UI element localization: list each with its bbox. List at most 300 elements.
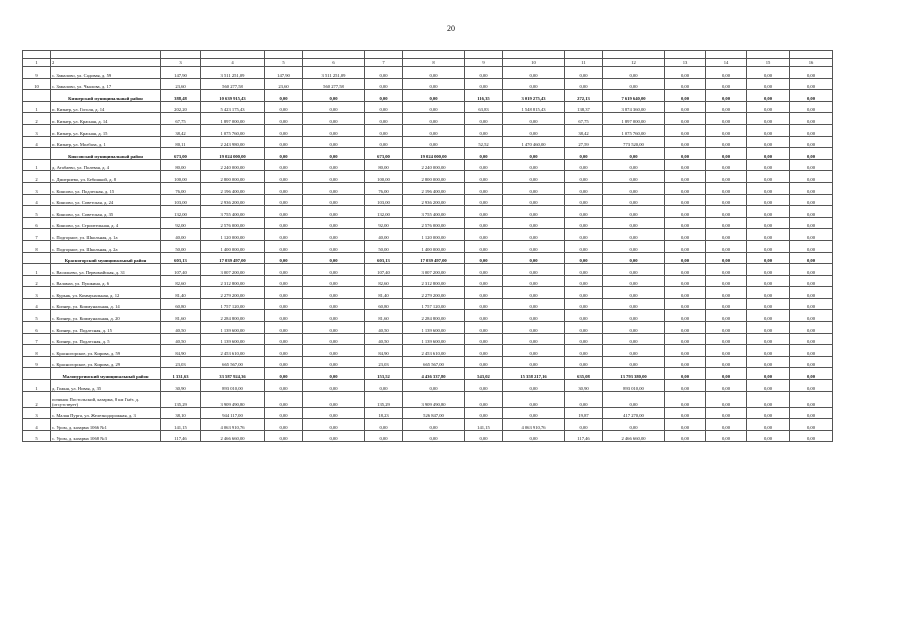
table-cell: 2 312 800,00: [403, 275, 465, 287]
address-cell: с. Киясово, ул. Строительная, д. 4: [51, 217, 161, 229]
table-cell: 0,00: [465, 217, 503, 229]
table-cell: 0,00: [706, 298, 747, 310]
table-cell: 0,00: [303, 419, 365, 431]
table-cell: 0,00: [603, 67, 665, 79]
table-cell: 107,40: [161, 264, 201, 276]
table-cell: 60,80: [365, 298, 403, 310]
table-cell: 0,00: [303, 124, 365, 136]
table-cell: 0,00: [303, 252, 365, 264]
table-cell: 0,00: [265, 419, 303, 431]
table-cell: 1 757 120,00: [403, 298, 465, 310]
table-cell: 107,40: [365, 264, 403, 276]
table-cell: 0,00: [503, 407, 565, 419]
table-cell: 5: [23, 310, 51, 322]
table-cell: 0,00: [303, 240, 365, 252]
table-cell: 0,00: [265, 368, 303, 380]
table-cell: 0,00: [665, 182, 706, 194]
table-cell: 3 909 490,80: [201, 391, 265, 407]
table-cell: 38,42: [161, 124, 201, 136]
table-cell: 67,75: [161, 113, 201, 125]
address-cell: с. Кизнер, ул. Подлесная, д. 5: [51, 333, 161, 345]
table-cell: 665 567,00: [201, 356, 265, 368]
table-cell: 3 007 200,00: [403, 264, 465, 276]
table-cell: 0,00: [465, 194, 503, 206]
table-cell: 0,00: [465, 333, 503, 345]
address-cell: п. Кизнер, ул. Красная, д. 14: [51, 113, 161, 125]
table-cell: 2 196 400,00: [201, 182, 265, 194]
table-cell: 0,00: [706, 310, 747, 322]
address-cell: 2: [51, 59, 161, 67]
address-cell: с. Уром, д. казарма 1066 №1: [51, 419, 161, 431]
table-cell: 1 139 600,00: [403, 333, 465, 345]
table-cell: 0,00: [706, 407, 747, 419]
table-cell: 3: [23, 182, 51, 194]
table-cell: 0,00: [747, 67, 790, 79]
table-cell: 0,00: [747, 310, 790, 322]
table-cell: 0,00: [403, 380, 465, 392]
table-cell: 0,00: [706, 356, 747, 368]
table-cell: 0,00: [790, 182, 833, 194]
header-row: [23, 51, 833, 59]
table-cell: 0,00: [503, 322, 565, 334]
table-cell: 0,00: [365, 380, 403, 392]
table-cell: 103,00: [161, 194, 201, 206]
table-cell: 15: [747, 59, 790, 67]
table-cell: 135,29: [161, 391, 201, 407]
address-cell: с. Красногорское, ул. Кирова, д. 29: [51, 356, 161, 368]
district-total-row: [23, 368, 833, 380]
table-cell: 1 548 815,43: [503, 101, 565, 113]
table-cell: 0,00: [790, 113, 833, 125]
table-cell: 2 453 610,00: [201, 345, 265, 357]
table-row: [23, 113, 833, 125]
table-cell: 40,50: [365, 322, 403, 334]
table-cell: 7: [365, 59, 403, 67]
table-cell: 0,00: [303, 275, 365, 287]
table-cell: 0,00: [790, 217, 833, 229]
table-cell: 773 520,00: [603, 136, 665, 148]
table-cell: 52,52: [465, 136, 503, 148]
table-cell: 0,00: [665, 136, 706, 148]
table-cell: 0,00: [747, 356, 790, 368]
table-cell: 2 243 980,00: [201, 136, 265, 148]
table-cell: 147,90: [265, 67, 303, 79]
table-cell: 0,00: [465, 345, 503, 357]
table-row: [23, 206, 833, 218]
table-cell: [403, 51, 465, 59]
table-cell: 4: [201, 59, 265, 67]
table-cell: 0,00: [565, 310, 603, 322]
table-cell: 0,00: [665, 194, 706, 206]
address-cell: с. Киясово, ул. Советская, д. 24: [51, 194, 161, 206]
table-cell: 2 453 610,00: [403, 345, 465, 357]
table-cell: 92,00: [365, 217, 403, 229]
table-cell: 76,00: [365, 182, 403, 194]
table-cell: 0,00: [503, 182, 565, 194]
table-cell: 0,00: [790, 391, 833, 407]
table-cell: 0,00: [747, 148, 790, 160]
table-cell: 0,00: [265, 136, 303, 148]
table-cell: 0,00: [706, 430, 747, 442]
table-cell: 0,00: [790, 171, 833, 183]
table-cell: 0,00: [603, 148, 665, 160]
table-cell: 665 567,00: [403, 356, 465, 368]
table-cell: 1 120 000,00: [403, 229, 465, 241]
address-cell: с. Кизнер, ул. Коммунальная, д. 14: [51, 298, 161, 310]
table-cell: 135,29: [365, 391, 403, 407]
table-cell: 0,00: [265, 430, 303, 442]
table-cell: 80,00: [365, 159, 403, 171]
table-cell: 0,00: [503, 229, 565, 241]
table-cell: 603,13: [161, 252, 201, 264]
table-cell: 2 279 200,00: [403, 287, 465, 299]
table-cell: 0,00: [790, 67, 833, 79]
table-row: [23, 136, 833, 148]
address-cell: с. Кизнер, ул. Подлесная, д. 15: [51, 322, 161, 334]
table-cell: 0,00: [403, 124, 465, 136]
table-cell: 2 240 000,00: [403, 159, 465, 171]
table-cell: 0,00: [706, 148, 747, 160]
table-cell: 5: [23, 206, 51, 218]
table-cell: 0,00: [503, 252, 565, 264]
table-row: [23, 345, 833, 357]
table-cell: 0,00: [465, 391, 503, 407]
address-cell: п. Кизнер, ул. Гоголя, д. 14: [51, 101, 161, 113]
table-cell: 0,00: [706, 240, 747, 252]
table-cell: 0,00: [565, 252, 603, 264]
table-cell: 10 639 915,43: [201, 90, 265, 102]
table-cell: 0,00: [265, 124, 303, 136]
table-cell: [23, 368, 51, 380]
table-cell: 0,00: [790, 345, 833, 357]
table-cell: 0,00: [503, 391, 565, 407]
table-cell: 19,87: [565, 407, 603, 419]
table-cell: 0,00: [565, 159, 603, 171]
table-cell: 0,00: [265, 298, 303, 310]
table-row: [23, 124, 833, 136]
table-cell: 2 240 000,00: [201, 159, 265, 171]
table-row: [23, 182, 833, 194]
table-cell: 0,00: [503, 264, 565, 276]
table-cell: 3: [23, 287, 51, 299]
table-cell: 0,00: [665, 206, 706, 218]
table-cell: 0,00: [706, 345, 747, 357]
table-cell: 4: [23, 136, 51, 148]
table-row: [23, 240, 833, 252]
table-cell: 0,00: [565, 67, 603, 79]
table-cell: 0,00: [747, 252, 790, 264]
table-cell: 0,00: [665, 407, 706, 419]
table-row: [23, 298, 833, 310]
table-cell: 0,00: [565, 171, 603, 183]
table-cell: 944 117,00: [201, 407, 265, 419]
table-cell: 0,00: [465, 264, 503, 276]
table-cell: 202,20: [161, 101, 201, 113]
table-cell: 0,00: [665, 124, 706, 136]
table-cell: 272,13: [565, 90, 603, 102]
table-cell: 6: [23, 322, 51, 334]
address-cell: с. Кизнер, ул. Коммунальная, д. 20: [51, 310, 161, 322]
table-cell: 0,00: [790, 298, 833, 310]
table-row: [23, 194, 833, 206]
table-cell: 2: [23, 171, 51, 183]
table-cell: 7: [23, 333, 51, 345]
table-cell: 0,00: [706, 194, 747, 206]
table-cell: 2 936 200,00: [403, 194, 465, 206]
table-cell: 1 897 000,00: [603, 113, 665, 125]
table-cell: 0,00: [747, 287, 790, 299]
address-cell: Киясовский муниципальный район: [51, 148, 161, 160]
table-cell: 0,00: [565, 333, 603, 345]
table-cell: 0,00: [747, 368, 790, 380]
table-cell: 40,50: [161, 322, 201, 334]
table-cell: 40,50: [161, 333, 201, 345]
table-cell: 27,59: [565, 136, 603, 148]
table-cell: 15 358 217,16: [503, 368, 565, 380]
table-cell: 2 800 000,00: [201, 171, 265, 183]
table-cell: [565, 51, 603, 59]
table-cell: 0,00: [747, 419, 790, 431]
table-cell: 0,00: [503, 310, 565, 322]
table-cell: 117,46: [161, 430, 201, 442]
table-cell: 18,23: [365, 407, 403, 419]
table-cell: 0,00: [747, 322, 790, 334]
table-cell: 0,00: [706, 182, 747, 194]
table-cell: 4: [23, 419, 51, 431]
table-cell: 0,00: [265, 148, 303, 160]
table-cell: 1 897 000,00: [201, 113, 265, 125]
table-cell: 81,60: [161, 310, 201, 322]
table-cell: 3 511 251,09: [303, 67, 365, 79]
table-cell: 0,00: [790, 310, 833, 322]
table-cell: 82,60: [161, 275, 201, 287]
table-cell: 0,00: [706, 90, 747, 102]
table-cell: [201, 51, 265, 59]
table-cell: 2: [23, 275, 51, 287]
table-cell: 0,00: [665, 264, 706, 276]
table-cell: [747, 51, 790, 59]
table-cell: 0,00: [665, 275, 706, 287]
table-cell: 0,00: [665, 252, 706, 264]
table-cell: 0,00: [603, 275, 665, 287]
table-cell: 0,00: [665, 78, 706, 90]
table-cell: 0,00: [603, 333, 665, 345]
table-row: [23, 78, 833, 90]
table-cell: 153,52: [365, 368, 403, 380]
table-cell: 5: [23, 430, 51, 442]
table-cell: 0,00: [790, 275, 833, 287]
address-cell: с. Васильево, ул. Первомайская, д. 31: [51, 264, 161, 276]
table-cell: 0,00: [503, 124, 565, 136]
table-cell: 0,00: [265, 113, 303, 125]
table-cell: 0,00: [303, 391, 365, 407]
table-cell: 0,00: [503, 356, 565, 368]
table-cell: 3 007 200,00: [201, 264, 265, 276]
table-cell: 14: [706, 59, 747, 67]
table-cell: 0,00: [303, 345, 365, 357]
address-cell: с. Курьяк, ул. Коммунальная, д. 12: [51, 287, 161, 299]
table-cell: 1 757 120,00: [201, 298, 265, 310]
district-total-row: [23, 252, 833, 264]
table-cell: 0,00: [747, 240, 790, 252]
table-cell: 0,00: [706, 252, 747, 264]
table-cell: 0,00: [747, 113, 790, 125]
table-cell: 0,00: [465, 159, 503, 171]
table-cell: 0,00: [303, 287, 365, 299]
table-cell: 0,00: [603, 264, 665, 276]
table-cell: 1 400 000,00: [201, 240, 265, 252]
table-cell: 63,83: [465, 101, 503, 113]
table-cell: 1: [23, 59, 51, 67]
address-cell: д. Гожня, ул. Новая, д. 35: [51, 380, 161, 392]
table-cell: 0,00: [706, 67, 747, 79]
table-cell: 92,00: [161, 217, 201, 229]
table-row: [23, 217, 833, 229]
table-cell: 0,00: [790, 206, 833, 218]
table-cell: 3 511 251,09: [201, 67, 265, 79]
table-cell: 0,00: [665, 171, 706, 183]
table-cell: 1 139 600,00: [201, 333, 265, 345]
table-cell: 0,00: [665, 229, 706, 241]
table-cell: 0,00: [465, 298, 503, 310]
table-cell: 0,00: [665, 333, 706, 345]
table-cell: 603,13: [365, 252, 403, 264]
table-cell: 0,00: [265, 356, 303, 368]
table-cell: 0,00: [665, 217, 706, 229]
table-cell: 132,00: [161, 206, 201, 218]
table-cell: 40,00: [161, 229, 201, 241]
table-cell: 132,00: [365, 206, 403, 218]
table-cell: 0,00: [790, 419, 833, 431]
table-cell: 0,00: [665, 368, 706, 380]
table-cell: 0,00: [265, 182, 303, 194]
table-cell: 388,48: [161, 90, 201, 102]
table-cell: 50,00: [365, 240, 403, 252]
table-row: [23, 264, 833, 276]
table-cell: 1: [23, 159, 51, 171]
table-body: [23, 51, 833, 442]
table-cell: 6: [303, 59, 365, 67]
table-cell: 80,00: [161, 159, 201, 171]
table-cell: 38,10: [161, 407, 201, 419]
table-cell: 0,00: [603, 322, 665, 334]
table-cell: 0,00: [747, 345, 790, 357]
table-cell: 0,00: [365, 67, 403, 79]
address-cell: п. Кизнер, ул. Молбаза, д. 1: [51, 136, 161, 148]
table-row: [23, 322, 833, 334]
table-cell: 0,00: [565, 78, 603, 90]
table-cell: 673,00: [161, 148, 201, 160]
table-row: [23, 159, 833, 171]
table-cell: 0,00: [303, 380, 365, 392]
table-cell: 1 470 460,00: [503, 136, 565, 148]
table-cell: 0,00: [465, 113, 503, 125]
table-cell: 0,00: [706, 229, 747, 241]
table-cell: 0,00: [747, 407, 790, 419]
table-cell: 0,00: [747, 90, 790, 102]
table-cell: 0,00: [790, 252, 833, 264]
table-cell: 0,00: [603, 298, 665, 310]
table-cell: 0,00: [303, 136, 365, 148]
table-cell: 0,00: [603, 287, 665, 299]
table-cell: 893 010,00: [603, 380, 665, 392]
table-cell: [23, 51, 51, 59]
column-number-row: [23, 59, 833, 67]
table-cell: 13: [665, 59, 706, 67]
table-cell: [503, 51, 565, 59]
table-cell: 0,00: [665, 287, 706, 299]
table-cell: 138,37: [565, 101, 603, 113]
table-cell: 635,08: [565, 368, 603, 380]
table-cell: 0,00: [665, 345, 706, 357]
table-cell: 0,00: [303, 368, 365, 380]
data-table: [22, 50, 833, 442]
table-cell: 84,90: [365, 345, 403, 357]
table-cell: 0,00: [603, 310, 665, 322]
table-cell: 8: [403, 59, 465, 67]
table-cell: 0,00: [565, 206, 603, 218]
table-cell: 116,35: [465, 90, 503, 102]
table-cell: 3: [23, 124, 51, 136]
table-cell: 0,00: [665, 90, 706, 102]
address-cell: Красногорский муниципальный район: [51, 252, 161, 264]
address-cell: [51, 51, 161, 59]
table-cell: 0,00: [790, 368, 833, 380]
table-cell: 0,00: [665, 113, 706, 125]
table-cell: 0,00: [503, 206, 565, 218]
table-cell: 0,00: [706, 101, 747, 113]
table-cell: 0,00: [465, 310, 503, 322]
table-cell: 0,00: [403, 113, 465, 125]
address-cell: с. Дмитриево, ул. Бебишкой, д. 8: [51, 171, 161, 183]
table-cell: 10: [503, 59, 565, 67]
table-cell: 0,00: [503, 287, 565, 299]
table-cell: 0,00: [265, 275, 303, 287]
table-cell: 0,00: [706, 391, 747, 407]
table-cell: 2 576 000,00: [403, 217, 465, 229]
address-cell: с. Уром, д. казарма 1068 №3: [51, 430, 161, 442]
table-cell: 0,00: [565, 229, 603, 241]
table-cell: 0,00: [747, 298, 790, 310]
table-cell: 1: [23, 380, 51, 392]
table-cell: 6: [23, 217, 51, 229]
table-cell: 0,00: [365, 124, 403, 136]
table-cell: 0,00: [706, 333, 747, 345]
table-cell: 0,00: [503, 333, 565, 345]
table-cell: 0,00: [790, 333, 833, 345]
table-cell: 0,00: [790, 287, 833, 299]
table-cell: 8: [23, 240, 51, 252]
table-cell: 0,00: [265, 264, 303, 276]
table-cell: 30,90: [161, 380, 201, 392]
table-cell: 2 936 200,00: [201, 194, 265, 206]
table-cell: 16: [790, 59, 833, 67]
table-cell: 4: [23, 298, 51, 310]
table-cell: 7 619 640,00: [603, 90, 665, 102]
table-cell: 0,00: [790, 380, 833, 392]
table-cell: 1: [23, 101, 51, 113]
table-cell: 0,00: [503, 298, 565, 310]
table-cell: 0,00: [665, 159, 706, 171]
table-cell: 0,00: [465, 275, 503, 287]
table-cell: 0,00: [790, 148, 833, 160]
table-cell: 0,00: [503, 240, 565, 252]
table-cell: 0,00: [790, 78, 833, 90]
table-cell: 0,00: [665, 419, 706, 431]
table-cell: 0,00: [706, 113, 747, 125]
table-cell: 0,00: [790, 240, 833, 252]
table-cell: 0,00: [465, 78, 503, 90]
